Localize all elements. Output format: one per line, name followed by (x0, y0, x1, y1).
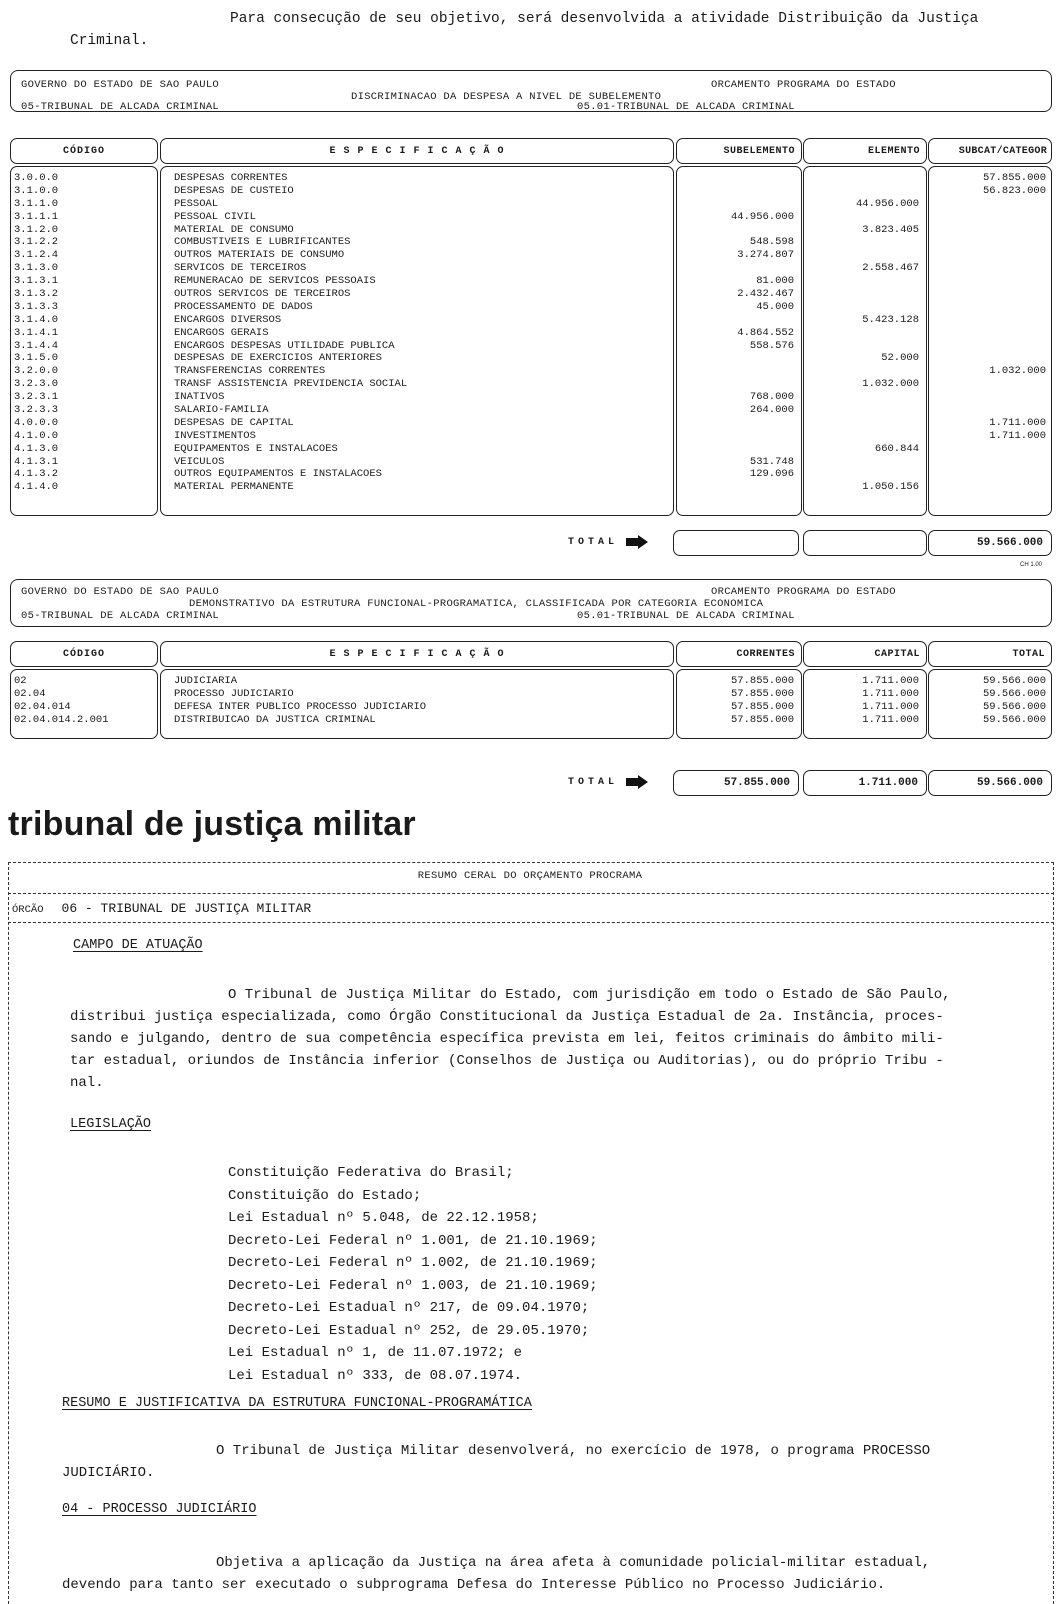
table2-report-title: DEMONSTRATIVO DA ESTRUTURA FUNCIONAL-PROGRAMATICA, CLASSIFICADA POR CATEGORIA ECONOMICA (189, 598, 764, 610)
table1-cell-elemento (803, 365, 919, 378)
table1-cell-especificacao: INVESTIMENTOS (174, 429, 256, 442)
table2-total-list (928, 675, 1046, 727)
section-title: tribunal de justiça militar (8, 805, 416, 843)
legislacao-item: Lei Estadual nº 5.048, de 22.12.1958; (228, 1210, 539, 1226)
table1-cell-especificacao: INATIVOS (174, 391, 225, 404)
table1-cell-subcat (928, 314, 1046, 327)
table1-cell-especificacao: DESPESAS DE CAPITAL (174, 416, 294, 429)
table1-cell-elemento: 5.423.128 (862, 313, 919, 326)
table1-cell-especificacao: PESSOAL CIVIL (174, 210, 256, 223)
table1-cell-codigo: 3.1.3.0 (14, 262, 59, 275)
table1-cell-especificacao: ENCARGOS DESPESAS UTILIDADE PUBLICA (174, 339, 395, 352)
table1-cell-elemento: 52.000 (881, 352, 919, 365)
table1-cell-especificacao: DESPESAS DE CUSTEIO (174, 184, 294, 197)
table1-cell-codigo: 4.1.3.1 (14, 455, 59, 468)
table1-cell-especificacao: SERVICOS DE TERCEIROS (174, 262, 307, 275)
table1-cell-subcat (928, 211, 1046, 224)
table1-cell-subcat (928, 301, 1046, 314)
campo-line: distribui justiça especializada, como Órgão Constitucional da Justiça Estadual de 2a. Instância, proces- (70, 1009, 944, 1025)
table1-cell-subelemento: 81.000 (756, 275, 794, 288)
table1-cell-subelemento (676, 430, 794, 443)
table1-cell-subelemento (676, 365, 794, 378)
table1-cell-subelemento (676, 417, 794, 430)
campo-heading: CAMPO DE ATUAÇÃO (73, 938, 203, 953)
table2-cell-especificacao: DEFESA INTER PUBLICO PROCESSO JUDICIARIO (174, 700, 427, 713)
arrow-right-icon (626, 775, 648, 789)
table1-cell-subcat (928, 288, 1046, 301)
table2-budget-label: ORCAMENTO PROGRAMA DO ESTADO (711, 586, 896, 598)
table1-col-subelemento: SUBELEMENTO (676, 138, 802, 164)
table1-cell-subcat (928, 468, 1046, 481)
table1-org-label: 05-TRIBUNAL DE ALCADA CRIMINAL (21, 101, 220, 113)
table1-cell-subcat (928, 236, 1046, 249)
processo-line: Objetiva a aplicação da Justiça na área afeta à comunidade policial-militar estadual, (216, 1555, 931, 1571)
table1-total-label: TOTAL (568, 537, 619, 548)
processo-line: devendo para tanto ser executado o subprograma Defesa do Interesse Público no Processo Judiciário. (62, 1577, 886, 1593)
intro-line-2: Criminal. (70, 33, 149, 49)
table2-cell-especificacao: PROCESSO JUDICIARIO (174, 687, 294, 700)
table1-cell-subcat (928, 224, 1046, 237)
table1-cell-especificacao: VEICULOS (174, 455, 225, 468)
table1-cell-subelemento: 264.000 (749, 404, 794, 417)
table2-total-capital: 1.711.000 (803, 770, 927, 796)
table1-cell-subelemento (676, 443, 794, 456)
table1-cell-elemento (803, 391, 919, 404)
table2-codigo-list (14, 675, 154, 727)
table1-gov-label: GOVERNO DO ESTADO DE SAO PAULO (21, 79, 220, 91)
table1-cell-subcat (928, 404, 1046, 417)
table1-cell-elemento (803, 430, 919, 443)
table1-codigo-list (14, 172, 154, 494)
table2-col-codigo: CÓDIGO (10, 641, 158, 667)
orgao-value: 06 - TRIBUNAL DE JUSTIÇA MILITAR (61, 901, 312, 916)
campo-line: O Tribunal de Justiça Militar do Estado, com jurisdição em todo o Estado de São Paulo, (228, 987, 951, 1003)
table1-cell-elemento (803, 340, 919, 353)
table1-cell-subcat (928, 198, 1046, 211)
table2-unit-label: 05.01-TRIBUNAL DE ALCADA CRIMINAL (577, 610, 795, 622)
table1-cell-codigo: 3.1.1.1 (14, 210, 59, 223)
table2-cell-total: 59.566.000 (982, 687, 1046, 700)
table1-cell-especificacao: TRANSFERENCIAS CORRENTES (174, 365, 326, 378)
table1-cell-elemento (803, 211, 919, 224)
table1-total-value: 59.566.000 (928, 530, 1052, 556)
table1-cell-subcat: 56.823.000 (982, 184, 1046, 197)
table1-cell-subcat (928, 249, 1046, 262)
table2-col-total: TOTAL (928, 641, 1052, 667)
legislacao-item: Constituição do Estado; (228, 1187, 422, 1204)
table1-cell-elemento: 1.050.156 (862, 481, 919, 494)
table1-cell-subelemento: 2.432.467 (737, 288, 794, 301)
table1-cell-codigo: 3.2.3.0 (14, 378, 59, 391)
table1-cell-subelemento: 558.576 (749, 339, 794, 352)
table1-col-especificacao: E S P E C I F I C A Ç Ã O (160, 138, 674, 164)
table1-cell-elemento: 1.032.000 (862, 378, 919, 391)
resumo-line: JUDICIÁRIO. (62, 1465, 155, 1481)
table1-cell-subcat (928, 262, 1046, 275)
table2-cell-total: 59.566.000 (982, 713, 1046, 726)
table1-cell-codigo: 3.1.4.1 (14, 326, 59, 339)
table2-cell-especificacao: DISTRIBUICAO DA JUSTICA CRIMINAL (174, 713, 376, 726)
table1-cell-codigo: 4.0.0.0 (14, 416, 59, 429)
table1-cell-especificacao: COMBUSTIVEIS E LUBRIFICANTES (174, 236, 351, 249)
table1-cell-elemento: 2.558.467 (862, 262, 919, 275)
table1-cell-subelemento: 129.096 (749, 468, 794, 481)
table1-cell-elemento (803, 236, 919, 249)
table2-header-box (10, 579, 1052, 627)
table1-cell-subcat (928, 443, 1046, 456)
table1-cell-subcat: 57.855.000 (982, 172, 1046, 184)
table1-cell-subcat (928, 327, 1046, 340)
table1-cell-especificacao: REMUNERACAO DE SERVICOS PESSOAIS (174, 275, 376, 288)
table1-unit-label: 05.01-TRIBUNAL DE ALCADA CRIMINAL (577, 101, 795, 113)
processo-heading: 04 - PROCESSO JUDICIÁRIO (62, 1502, 257, 1517)
table2-cell-capital: 1.711.000 (862, 687, 919, 700)
table1-cell-elemento (803, 249, 919, 262)
table2-cell-correntes: 57.855.000 (730, 687, 794, 700)
table1-cell-elemento (803, 404, 919, 417)
table1-cell-elemento (803, 456, 919, 469)
table2-cell-codigo: 02.04.014.2.001 (14, 713, 109, 726)
legislacao-item: Decreto-Lei Federal nº 1.003, de 21.10.1969; (228, 1277, 598, 1294)
table1-cell-elemento (803, 275, 919, 288)
table1-cell-subcat (928, 456, 1046, 469)
table2-col-correntes: CORRENTES (676, 641, 802, 667)
legislacao-item: Constituição Federativa do Brasil; (228, 1165, 514, 1181)
table1-report-title: DISCRIMINACAO DA DESPESA A NIVEL DE SUBELEMENTO (351, 91, 662, 103)
table1-cell-codigo: 3.1.0.0 (14, 184, 59, 197)
campo-line: sando e julgando, dentro de sua competência específica prevista em lei, feitos criminais do âmbito mili- (70, 1031, 944, 1047)
table1-cell-especificacao: EQUIPAMENTOS E INSTALACOES (174, 442, 338, 455)
resumo-line: O Tribunal de Justiça Militar desenvolverá, no exercício de 1978, o programa PROCESSO (216, 1443, 931, 1459)
frame-title-rule (8, 893, 1054, 894)
table1-cell-subelemento (676, 352, 794, 365)
table1-cell-especificacao: TRANSF ASSISTENCIA PREVIDENCIA SOCIAL (174, 378, 408, 391)
table1-cell-subelemento (676, 172, 794, 185)
table1-cell-codigo: 3.2.3.3 (14, 404, 59, 417)
table1-cell-subelemento: 548.598 (749, 236, 794, 249)
table1-cell-codigo: 4.1.4.0 (14, 481, 59, 494)
table1-col-codigo: CÓDIGO (10, 138, 158, 164)
table2-cell-capital: 1.711.000 (862, 700, 919, 713)
table1-cell-especificacao: PROCESSAMENTO DE DADOS (174, 300, 313, 313)
table1-cell-elemento (803, 417, 919, 430)
processo-text (62, 1552, 1042, 1596)
table1-cell-especificacao: SALARIO-FAMILIA (174, 404, 269, 417)
campo-line: nal. (70, 1075, 104, 1091)
table1-cell-especificacao: DESPESAS DE EXERCICIOS ANTERIORES (174, 352, 382, 365)
table2-col-especificacao: E S P E C I F I C A Ç Ã O (160, 641, 674, 667)
table2-org-label: 05-TRIBUNAL DE ALCADA CRIMINAL (21, 610, 220, 622)
table1-col-elemento: ELEMENTO (803, 138, 927, 164)
table1-cell-especificacao: OUTROS EQUIPAMENTOS E INSTALACOES (174, 468, 382, 481)
table1-cell-subcat (928, 481, 1046, 494)
table1-header-box (10, 70, 1052, 112)
table1-cell-subelemento (676, 224, 794, 237)
table1-cell-codigo: 3.1.4.0 (14, 313, 59, 326)
table1-cell-especificacao: MATERIAL DE CONSUMO (174, 223, 294, 236)
table1-cell-elemento: 44.956.000 (855, 197, 919, 210)
table1-subcat-list (928, 172, 1046, 494)
table1-cell-subelemento: 44.956.000 (730, 210, 794, 223)
arrow-right-icon (626, 535, 648, 549)
legislacao-item: Decreto-Lei Federal nº 1.001, de 21.10.1969; (228, 1232, 598, 1249)
table1-elemento-list (803, 172, 919, 494)
table1-cell-elemento (803, 185, 919, 198)
table1-cell-especificacao: ENCARGOS GERAIS (174, 326, 269, 339)
table2-cell-capital: 1.711.000 (862, 713, 919, 726)
table1-cell-codigo: 3.1.3.1 (14, 275, 59, 288)
table1-cell-subcat: 1.032.000 (989, 365, 1046, 378)
table1-cell-subelemento (676, 185, 794, 198)
table1-cell-subcat (928, 340, 1046, 353)
table1-cell-codigo: 3.1.2.4 (14, 249, 59, 262)
table2-col-capital: CAPITAL (803, 641, 927, 667)
table2-cell-total: 59.566.000 (982, 700, 1046, 713)
table1-cell-subelemento (676, 378, 794, 391)
table2-cell-correntes: 57.855.000 (730, 713, 794, 726)
table1-cell-subelemento (676, 314, 794, 327)
table2-cell-capital: 1.711.000 (862, 675, 919, 687)
table1-cell-codigo: 3.2.3.1 (14, 391, 59, 404)
table2-cell-correntes: 57.855.000 (730, 675, 794, 687)
table1-cell-subcat: 1.711.000 (989, 429, 1046, 442)
table2-cell-especificacao: JUDICIARIA (174, 675, 238, 687)
table1-cell-elemento: 3.823.405 (862, 223, 919, 236)
table2-total-label: TOTAL (568, 777, 619, 788)
table1-cell-subcat (928, 275, 1046, 288)
table1-cell-subelemento: 45.000 (756, 300, 794, 313)
legislacao-item: Lei Estadual nº 1, de 11.07.1972; e (228, 1345, 523, 1361)
legislacao-heading: LEGISLAÇÃO (70, 1117, 152, 1132)
table2-cell-codigo: 02.04.014 (14, 700, 71, 713)
table1-cell-especificacao: DESPESAS CORRENTES (174, 172, 288, 184)
table1-cell-subcat (928, 352, 1046, 365)
table1-cell-codigo: 3.1.2.2 (14, 236, 59, 249)
legislacao-item: Decreto-Lei Federal nº 1.002, de 21.10.1969; (228, 1255, 598, 1271)
table1-total-elemento-box (803, 530, 927, 556)
table2-correntes-list (676, 675, 794, 727)
legislacao-item: Decreto-Lei Estadual nº 252, de 29.05.1970; (228, 1322, 590, 1339)
table1-cell-codigo: 4.1.0.0 (14, 429, 59, 442)
table1-cell-subelemento (676, 481, 794, 494)
table1-cell-especificacao: MATERIAL PERMANENTE (174, 481, 294, 494)
table1-cell-codigo: 3.1.1.0 (14, 197, 59, 210)
table1-cell-elemento: 660.844 (874, 442, 919, 455)
resumo-text (62, 1440, 1022, 1484)
table1-cell-codigo: 3.1.4.4 (14, 339, 59, 352)
frame-orgao-rule (8, 922, 1054, 923)
table1-cell-codigo: 3.1.5.0 (14, 352, 59, 365)
table2-total-correntes: 57.855.000 (673, 770, 799, 796)
table1-cell-especificacao: PESSOAL (174, 197, 219, 210)
table1-budget-label: ORCAMENTO PROGRAMA DO ESTADO (711, 79, 896, 91)
resumo-heading: RESUMO E JUSTIFICATIVA DA ESTRUTURA FUNCIONAL-PROGRAMÁTICA (62, 1396, 532, 1411)
table1-col-subcat: SUBCAT/CATEGOR (928, 138, 1052, 164)
legislacao-item: Decreto-Lei Estadual nº 217, de 09.04.1970; (228, 1300, 590, 1316)
table1-cell-subcat: 1.711.000 (989, 416, 1046, 429)
table1-cell-especificacao: OUTROS MATERIAIS DE CONSUMO (174, 249, 345, 262)
table1-cell-subcat (928, 391, 1046, 404)
orgao-label: ÓRCÃO (12, 904, 44, 916)
table1-cell-subelemento: 531.748 (749, 455, 794, 468)
table1-cell-elemento (803, 468, 919, 481)
legislacao-list (228, 1162, 598, 1387)
table1-cell-codigo: 3.1.3.3 (14, 300, 59, 313)
table1-cell-codigo: 3.1.2.0 (14, 223, 59, 236)
table1-cell-codigo: 3.0.0.0 (14, 172, 59, 184)
orgao-line (12, 901, 311, 916)
table1-cell-codigo: 3.2.0.0 (14, 365, 59, 378)
table2-cell-total: 59.566.000 (982, 675, 1046, 687)
table1-total-subelemento-box (673, 530, 799, 556)
legislacao-item: Lei Estadual nº 333, de 08.07.1974. (228, 1367, 523, 1384)
table1-cell-subcat (928, 378, 1046, 391)
table2-capital-list (803, 675, 919, 727)
campo-text (70, 984, 1030, 1094)
table1-especificacao-list (174, 172, 664, 494)
table1-cell-elemento (803, 301, 919, 314)
table2-cell-correntes: 57.855.000 (730, 700, 794, 713)
corner-mark: CH 1.00 (1020, 562, 1043, 568)
table1-cell-especificacao: OUTROS SERVICOS DE TERCEIROS (174, 288, 351, 301)
table1-cell-elemento (803, 327, 919, 340)
table2-especificacao-list (174, 675, 664, 727)
table1-cell-especificacao: ENCARGOS DIVERSOS (174, 313, 282, 326)
intro-line-1: Para consecução de seu objetivo, será desenvolvida a atividade Distribuição da Justiça (230, 11, 979, 27)
table2-total-total: 59.566.000 (928, 770, 1052, 796)
table1-cell-codigo: 4.1.3.0 (14, 442, 59, 455)
intro-paragraph (30, 8, 1030, 52)
table2-cell-codigo: 02 (14, 675, 27, 687)
table1-cell-codigo: 3.1.3.2 (14, 288, 59, 301)
resumo-title: RESUMO CERAL DO ORÇAMENTO PROCRAMA (417, 870, 643, 882)
table1-cell-elemento (803, 172, 919, 185)
campo-line: tar estadual, oriundos de Instância inferior (Conselhos de Justiça ou Auditorias), ou do próprio Tribu - (70, 1053, 944, 1069)
table1-cell-subelemento: 4.864.552 (737, 326, 794, 339)
table1-cell-subelemento: 3.274.807 (737, 249, 794, 262)
table1-subelemento-list (676, 172, 794, 494)
table1-cell-elemento (803, 288, 919, 301)
table1-cell-subelemento (676, 262, 794, 275)
table1-cell-subelemento (676, 198, 794, 211)
table1-cell-subelemento: 768.000 (749, 391, 794, 404)
table2-cell-codigo: 02.04 (14, 687, 46, 700)
table1-cell-codigo: 4.1.3.2 (14, 468, 59, 481)
table2-gov-label: GOVERNO DO ESTADO DE SAO PAULO (21, 586, 220, 598)
